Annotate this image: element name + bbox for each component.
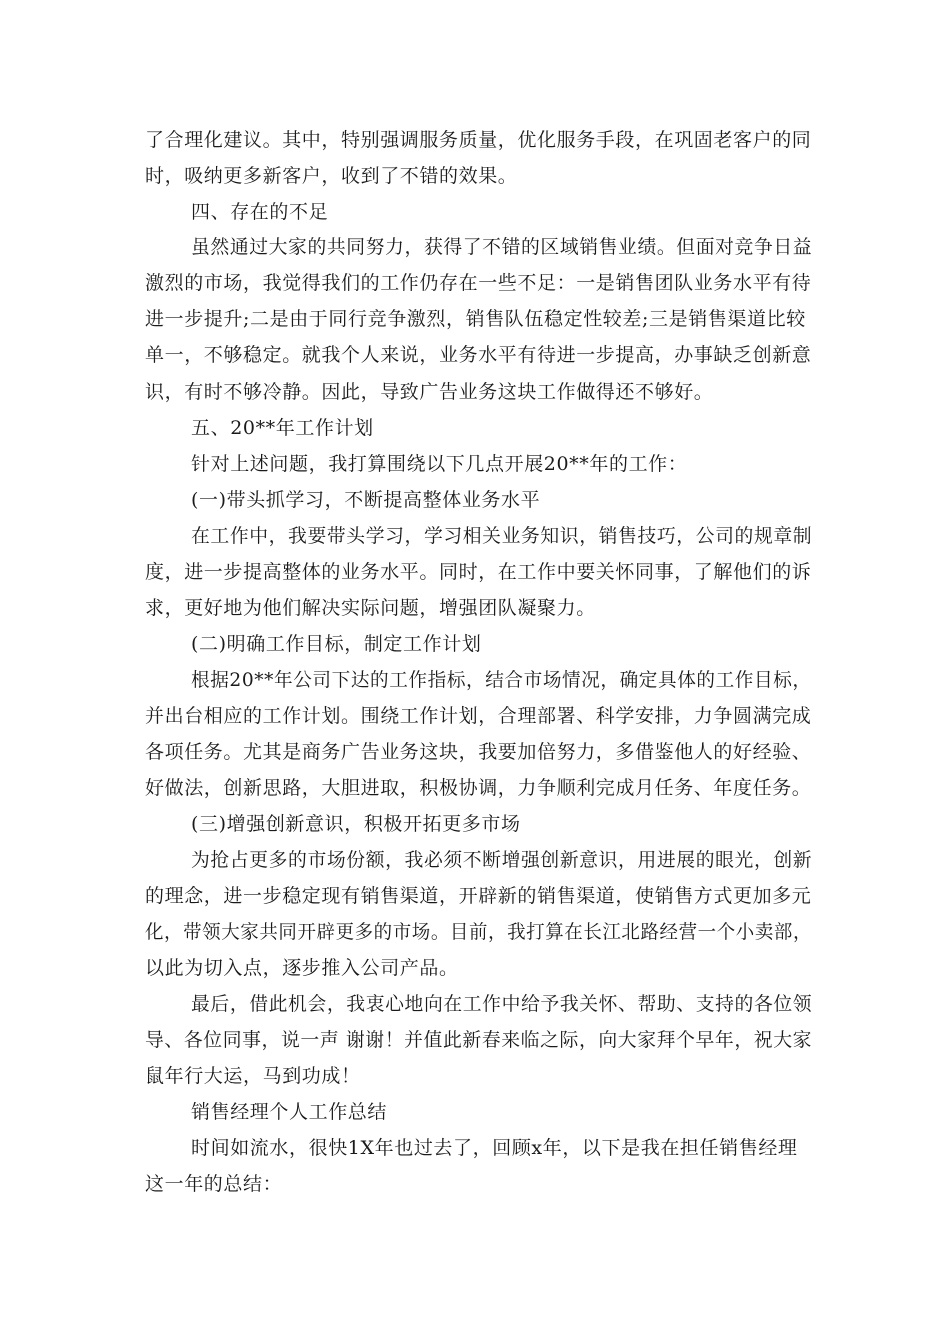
- text-line: 这一年的总结：: [145, 1173, 283, 1195]
- text-line: 度，进一步提高整体的业务水平。同时，在工作中要关怀同事，了解他们的诉: [145, 561, 812, 583]
- section-heading: 五、20**年工作计划: [191, 417, 374, 439]
- text-line: 虽然通过大家的共同努力，获得了不错的区域销售业绩。但面对竞争日益: [191, 236, 813, 258]
- subsection-heading: (一)带头抓学习，不断提高整体业务水平: [191, 489, 541, 511]
- text-line: 激烈的市场，我觉得我们的工作仍存在一些不足：一是销售团队业务水平有待: [145, 272, 812, 294]
- text-line: 化，带领大家共同开辟更多的市场。目前，我打算在长江北路经营一个小卖部，: [145, 921, 813, 943]
- text-line: 时间如流水，很快1X年也过去了，回顾x年，以下是我在担任销售经理: [191, 1137, 798, 1159]
- text-line: 单一，不够稳定。就我个人来说，业务水平有待进一步提高，办事缺乏创新意: [145, 344, 812, 366]
- text-line: 进一步提升;二是由于同行竞争激烈，销售队伍稳定性较差;三是销售渠道比较: [145, 308, 806, 330]
- text-line: 各项任务。尤其是商务广告业务这块，我要加倍努力，多借鉴他人的好经验、: [145, 741, 812, 763]
- section-heading: 销售经理个人工作总结: [191, 1101, 388, 1123]
- text-line: 最后，借此机会，我衷心地向在工作中给予我关怀、帮助、支持的各位领: [191, 993, 813, 1015]
- text-line: 了合理化建议。其中，特别强调服务质量，优化服务手段，在巩固老客户的同: [145, 129, 812, 151]
- subsection-heading: (二)明确工作目标，制定工作计划: [191, 633, 482, 655]
- text-line: 求，更好地为他们解决实际问题，增强团队凝聚力。: [145, 597, 596, 619]
- text-line: 的理念，进一步稳定现有销售渠道，开辟新的销售渠道，使销售方式更加多元: [145, 885, 812, 907]
- text-line: 好做法，创新思路，大胆进取，积极协调，力争顺利完成月任务、年度任务。: [145, 777, 812, 799]
- text-line: 在工作中，我要带头学习，学习相关业务知识，销售技巧，公司的规章制: [191, 525, 813, 547]
- text-line: 以此为切入点，逐步推入公司产品。: [145, 957, 459, 979]
- text-line: 鼠年行大运，马到功成！: [145, 1065, 361, 1087]
- text-line: 根据20**年公司下达的工作指标，结合市场情况，确定具体的工作目标，: [191, 669, 812, 691]
- text-line: 识，有时不够冷静。因此，导致广告业务这块工作做得还不够好。: [145, 381, 714, 403]
- text-line: 时，吸纳更多新客户，收到了不错的效果。: [145, 165, 518, 187]
- text-line: 为抢占更多的市场份额，我必须不断增强创新意识，用进展的眼光，创新: [191, 849, 813, 871]
- text-line: 并出台相应的工作计划。围绕工作计划，合理部署、科学安排，力争圆满完成: [145, 705, 812, 727]
- section-heading: 四、存在的不足: [191, 201, 329, 223]
- text-line: 导、各位同事，说一声 谢谢！并值此新春来临之际，向大家拜个早年，祝大家: [145, 1029, 813, 1051]
- subsection-heading: (三)增强创新意识，积极开拓更多市场: [191, 813, 521, 835]
- text-line: 针对上述问题，我打算围绕以下几点开展20**年的工作：: [191, 453, 688, 475]
